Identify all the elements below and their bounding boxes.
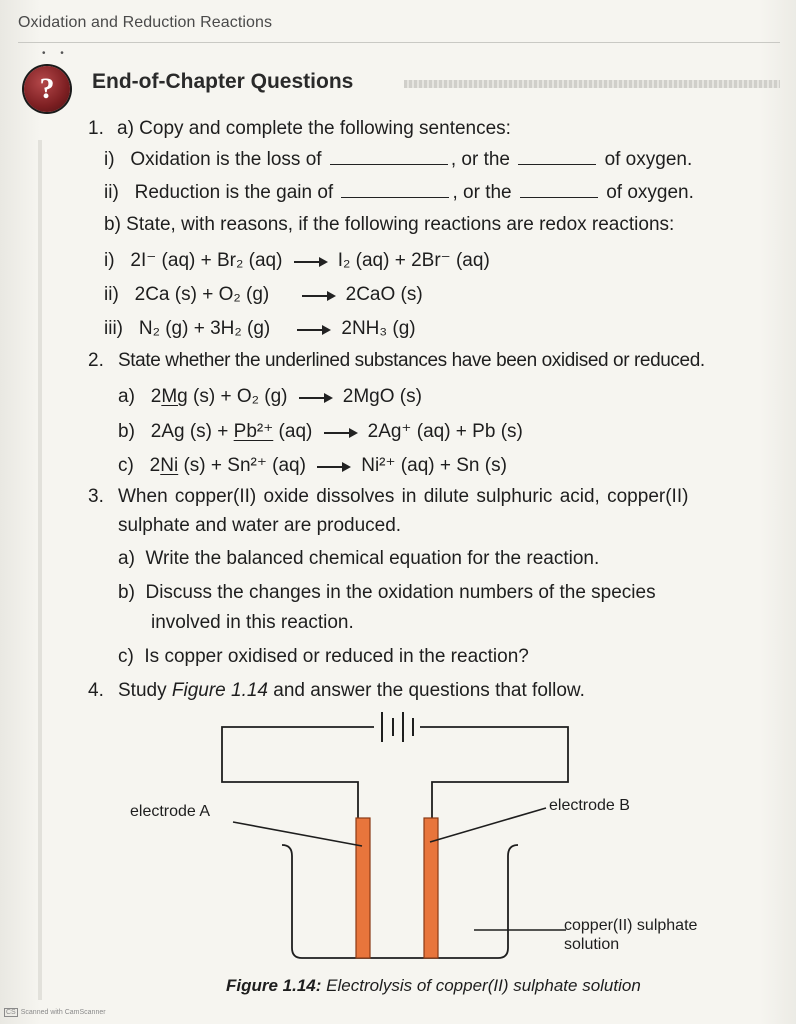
q2-b-underlined: Pb²⁺ bbox=[233, 421, 274, 442]
q2-a-pre: 2 bbox=[150, 386, 162, 407]
q3-c-text: Is copper oxidised or reduced in the reaction? bbox=[144, 646, 529, 667]
leader-electrode-a bbox=[233, 822, 362, 846]
q1-a-i-post: of oxygen. bbox=[604, 149, 693, 170]
q3-a-text: Write the balanced chemical equation for the reaction. bbox=[145, 548, 600, 569]
section-title: End-of-Chapter Questions bbox=[92, 70, 354, 93]
q2-a-rhs: 2MgO (s) bbox=[342, 386, 422, 407]
q3-b-text: Discuss the changes in the oxidation numbers of the species bbox=[145, 582, 656, 603]
electrode-b bbox=[424, 818, 438, 958]
q1-b-iii-rhs: 2NH₃ (g) bbox=[341, 318, 416, 339]
circuit-wire-right bbox=[420, 727, 568, 820]
label-electrode-b: electrode B bbox=[549, 797, 630, 814]
q2-a-lhs-rest: (s) + O₂ (g) bbox=[187, 386, 288, 407]
q2-c-label: c) bbox=[118, 455, 134, 476]
q2-a-underlined: Mg bbox=[161, 386, 188, 407]
q1-a-i-label: i) bbox=[104, 149, 115, 170]
q1-b-i-label: i) bbox=[104, 250, 115, 271]
q4-post: and answer the questions that follow. bbox=[268, 680, 585, 701]
camscanner-text: Scanned with CamScanner bbox=[20, 1009, 106, 1016]
scanner-watermark bbox=[4, 1008, 106, 1017]
q1-part-b: b) State, with reasons, if the following reactions are redox reactions: bbox=[104, 214, 675, 235]
circuit-wire-left bbox=[222, 727, 374, 820]
q2-a-label: a) bbox=[118, 386, 135, 407]
q4-pre: Study bbox=[118, 680, 172, 701]
q3-b-line2: involved in this reaction. bbox=[151, 612, 354, 633]
q3-number: 3. bbox=[88, 486, 104, 507]
q2-b-lhs-rest: (aq) bbox=[273, 421, 313, 442]
q1-b-iii-lhs: N₂ (g) + 3H₂ (g) bbox=[138, 318, 271, 339]
q4-figure-ref: Figure 1.14 bbox=[171, 680, 268, 701]
running-header: Oxidation and Reduction Reactions bbox=[18, 14, 273, 31]
q3-line1: When copper(II) oxide dissolves in dilute sulphuric acid, copper(II) bbox=[118, 486, 689, 507]
label-solution-line2: solution bbox=[564, 936, 620, 953]
q2-c-underlined: Ni bbox=[160, 455, 179, 476]
q1-b-ii-label: ii) bbox=[104, 284, 119, 305]
q1-part-a: a) Copy and complete the following sentences: bbox=[117, 118, 511, 139]
q1-number: 1. bbox=[88, 118, 104, 139]
q1-a-ii-mid: , or the bbox=[452, 182, 512, 203]
q3-a-label: a) bbox=[118, 548, 135, 569]
q2-c-lhs-rest: (s) + Sn²⁺ (aq) bbox=[178, 455, 306, 476]
label-solution-line1: copper(II) sulphate bbox=[564, 917, 698, 934]
q3-b-label: b) bbox=[118, 582, 135, 603]
battery-icon bbox=[382, 712, 413, 742]
q1-b-i-lhs: 2I⁻ (aq) + Br₂ (aq) bbox=[130, 250, 283, 271]
q2-b-rhs: 2Ag⁺ (aq) + Pb (s) bbox=[367, 421, 523, 442]
q4-number: 4. bbox=[88, 680, 104, 701]
q3-c-label: c) bbox=[118, 646, 134, 667]
q1-a-ii-label: ii) bbox=[104, 182, 119, 203]
q3-line2: sulphate and water are produced. bbox=[118, 515, 402, 536]
label-electrode-a: electrode A bbox=[130, 803, 211, 820]
q2-number: 2. bbox=[88, 350, 104, 371]
caption-number: Figure 1.14: bbox=[226, 976, 322, 995]
caption-text: Electrolysis of copper(II) sulphate solution bbox=[321, 976, 641, 995]
q1-b-i-rhs: I₂ (aq) + 2Br⁻ (aq) bbox=[337, 250, 490, 271]
q2-b-label: b) bbox=[118, 421, 135, 442]
beaker bbox=[282, 845, 518, 958]
q1-b-ii-rhs: 2CaO (s) bbox=[345, 284, 423, 305]
q1-b-iii-label: iii) bbox=[104, 318, 123, 339]
q1-a-ii-post: of oxygen. bbox=[606, 182, 694, 203]
q1-b-ii-lhs: 2Ca (s) + O₂ (g) bbox=[134, 284, 270, 305]
q1-a-i-pre: Oxidation is the loss of bbox=[130, 149, 322, 170]
question-mark-glyph: ? bbox=[39, 72, 55, 105]
decorative-dots: • • bbox=[42, 48, 70, 59]
electrode-a bbox=[356, 818, 370, 958]
figure-caption bbox=[226, 976, 641, 996]
q2-c-rhs: Ni²⁺ (aq) + Sn (s) bbox=[361, 455, 507, 476]
leader-electrode-b bbox=[430, 808, 546, 842]
q2-c-pre: 2 bbox=[149, 455, 161, 476]
q1-a-ii-pre: Reduction is the gain of bbox=[134, 182, 334, 203]
q2-text: State whether the underlined substances have been oxidised or reduced. bbox=[118, 350, 705, 371]
q1-a-i-mid: , or the bbox=[450, 149, 510, 170]
q2-b-pre: 2Ag (s) + bbox=[150, 421, 234, 442]
camscanner-logo: CS bbox=[6, 1009, 16, 1016]
